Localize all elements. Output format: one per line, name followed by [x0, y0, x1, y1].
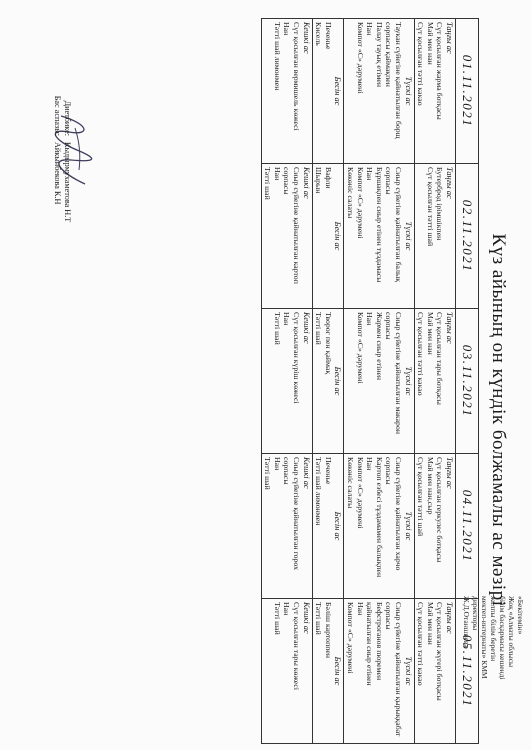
dish-item: Сиыр сүйегіне қайнатылған харчо сорпасы [384, 457, 404, 571]
dish-item: Компот «С» дәруменi [346, 602, 356, 674]
dish-item: Палау тауық етімен [374, 22, 384, 88]
dinner-cell [261, 19, 312, 164]
snack-cell [312, 19, 344, 164]
dish-item: Нан [355, 602, 365, 616]
dish-item: Вафли [323, 167, 333, 189]
dish-item: Сиыр сүйегіне қайнатылған қырыққабат сорпасы [384, 602, 404, 737]
dish-item: Печенье [323, 22, 333, 50]
dish-item: Сүт қосылған тары көжесі [292, 602, 302, 691]
chef-name: Айкынбекова К.Н [53, 142, 62, 205]
dish-item: Тәтті шай лимонмен [272, 22, 282, 91]
dish-item: Тәтті шай [314, 602, 324, 635]
day-date: 02.11.2021 [459, 199, 475, 273]
lunch-cell [344, 454, 414, 599]
dish-item: Нан [365, 22, 375, 36]
approval-line: «Бекітемін» [516, 596, 525, 635]
dinner-cell [261, 309, 312, 454]
breakfast-title: Таңғы ас [445, 312, 454, 344]
dish-item: Сүт қосылған тәтті шай [416, 457, 426, 537]
dish-item: Көкөніс салаты [346, 457, 356, 509]
snack-cell [312, 599, 344, 744]
breakfast-cell [414, 454, 455, 599]
day-date-cell [456, 19, 479, 164]
dish-item: Бәліш картоппен [323, 602, 333, 659]
lunch-cell [344, 599, 414, 744]
dish-item: Тәтті шай [263, 457, 273, 490]
dish-item: Бутерброд ірімшікпен [435, 167, 445, 241]
lunch-title: Түскі ас [403, 76, 413, 106]
approval-line: мектеп-интернаты» КММ [480, 596, 489, 679]
dish-item: Картоп езбесі тұздамамен балықпен [374, 457, 384, 578]
dish-item: Сүт қосылған жүгері ботқасы [435, 602, 445, 701]
dish-item: Сүт қосылған тәтті шай [425, 167, 435, 247]
day-date: 01.11.2021 [459, 54, 475, 128]
snack-title: Бесін ас [333, 656, 343, 686]
dinner-title: Кешкі ас [301, 167, 311, 199]
day-date-cell [456, 164, 479, 309]
chef-role: Бас аспазы: [53, 95, 62, 136]
day-date-cell [456, 454, 479, 599]
approval-line: Жоқ «Алматы облысы [507, 596, 516, 668]
dinner-title: Кешкі ас [301, 22, 311, 54]
dinner-title: Кешкі ас [301, 312, 311, 344]
dinner-title: Кешкі ас [301, 457, 311, 489]
day-date: 03.11.2021 [459, 344, 475, 418]
dish-item: Жармен сиыр етінен [374, 312, 384, 381]
footer-row-chef [52, 40, 62, 222]
dish-item: Сүт қосылған күріш көжесі [292, 312, 302, 404]
dish-item: Тәтті шай [314, 312, 324, 345]
approval-line: Ж.Д.Отаншиева [462, 596, 471, 648]
dish-item: Май мен нан [425, 312, 435, 355]
snack-row [312, 19, 344, 744]
dish-item: Нан [282, 602, 292, 616]
dish-item: Компот «С» дәруменi [355, 457, 365, 529]
dish-item: Май мен нан [425, 602, 435, 645]
dish-item: Таукан сүйегіне қайнатылған борщ сорпасы қаймақпен [384, 22, 404, 139]
dish-item: Нан [365, 312, 375, 326]
dinner-title: Кешкі ас [301, 602, 311, 634]
dish-item: Компот «С» дәруменi [355, 22, 365, 94]
dish-item: Сүт қосылған тәтті какао [416, 312, 426, 396]
dish-item: Сүт қосылған жарма ботқасы [435, 22, 445, 120]
breakfast-cell [414, 19, 455, 164]
dish-item: Тәтті шай лимонмен [314, 457, 324, 526]
lunch-title: Түскі ас [403, 221, 413, 251]
breakfast-cell [414, 309, 455, 454]
dish-item: Май мен нан [425, 22, 435, 65]
approval-line: директоры [471, 596, 480, 631]
dish-item: Сиыр сүйегіне қайнатылған балық сорпасы [384, 167, 404, 282]
dish-item: Тәтті шай [263, 167, 273, 200]
day-date: 05.11.2021 [459, 634, 475, 708]
dish-item: Бефстроганов пюремен [374, 602, 384, 681]
dish-item: Көкөніс салаты [346, 167, 356, 219]
snack-title: Бесін ас [333, 221, 343, 251]
dish-item: Шырын [314, 167, 324, 194]
day-date: 04.11.2021 [459, 489, 475, 563]
dish-item: Тәтті шай [272, 602, 282, 635]
dish-item: Бұршақпен сиыр етінен тұздамасы [374, 167, 384, 283]
dietitian-name: Кыдырмухаметова Н.Т [63, 142, 72, 223]
lunch-cell [344, 164, 414, 309]
dish-item: Нан [282, 22, 292, 36]
dish-item: Нан [272, 167, 282, 181]
dinner-cell [261, 164, 312, 309]
snack-cell [312, 309, 344, 454]
breakfast-title: Таңғы ас [445, 22, 454, 54]
approval-line: білім басқармасы кешенді [498, 596, 507, 680]
lunch-row [344, 19, 414, 744]
lunch-title: Түскі ас [403, 366, 413, 396]
dish-item: Сүт қосылған геркулес ботқасы [435, 457, 445, 563]
dinner-row [261, 19, 312, 744]
snack-title: Бесін ас [333, 76, 343, 106]
dish-item: Нан [272, 457, 282, 471]
lunch-cell [344, 309, 414, 454]
snack-cell [312, 164, 344, 309]
breakfast-title: Таңғы ас [445, 167, 454, 199]
dish-item: Компот «С» дәруменi [355, 312, 365, 384]
page-title: Күз айының он күндік болжамалы ас мәзірі [488, 233, 509, 607]
dish-item: Кисель [314, 22, 324, 46]
dish-item: Сүт қосылған тары ботқасы [435, 312, 445, 405]
dish-item: Тәтті шай [272, 312, 282, 345]
breakfast-cell [414, 599, 455, 744]
lunch-cell [344, 19, 414, 164]
menu-table [261, 18, 479, 744]
day-date-cell [456, 309, 479, 454]
dietitian-role: Диетбике: [63, 100, 72, 136]
footer-signatures [52, 40, 72, 222]
dish-item: Нан [365, 457, 375, 471]
dinner-cell [261, 454, 312, 599]
lunch-title: Түскі ас [403, 656, 413, 686]
breakfast-title: Таңғы ас [445, 457, 454, 489]
breakfast-title: Таңғы ас [445, 602, 454, 634]
footer-row-dietitian [62, 40, 72, 222]
dish-item: Компот «С» дәруменi [355, 167, 365, 239]
lunch-title: Түскі ас [403, 511, 413, 541]
snack-cell [312, 454, 344, 599]
approval-line: жалпы білім беретін [489, 596, 498, 662]
dish-item: Сиыр сүйегіне қайнатылған макарон сорпасы [384, 312, 404, 435]
dinner-cell [261, 599, 312, 744]
dish-item: Нан [365, 167, 375, 181]
dish-item: Май мен нан,сыр [425, 457, 435, 515]
date-row [456, 19, 479, 744]
dish-item: Сүт қосылған вермишель көжесі [292, 22, 302, 131]
day-date-cell [456, 599, 479, 744]
snack-title: Бесін ас [333, 366, 343, 396]
dish-item: қайнатылған сиыр етінен [365, 602, 375, 686]
breakfast-cell [414, 164, 455, 309]
snack-title: Бесін ас [333, 511, 343, 541]
breakfast-row [414, 19, 455, 744]
dish-item: Сиыр сүйегіне қайнатылған горох сорпасы [282, 457, 302, 570]
dish-item: Печенье [323, 457, 333, 485]
dish-item: Сүт қосылған тәтті какао [416, 602, 426, 686]
dish-item: Сиыр сүйегіне қайнатылған картоп сорпасы [282, 167, 302, 284]
dish-item: Сүт қосылған тәтті какао [416, 22, 426, 106]
dish-item: Творог пен қаймақ [323, 312, 333, 375]
dish-item: Нан [282, 312, 292, 326]
